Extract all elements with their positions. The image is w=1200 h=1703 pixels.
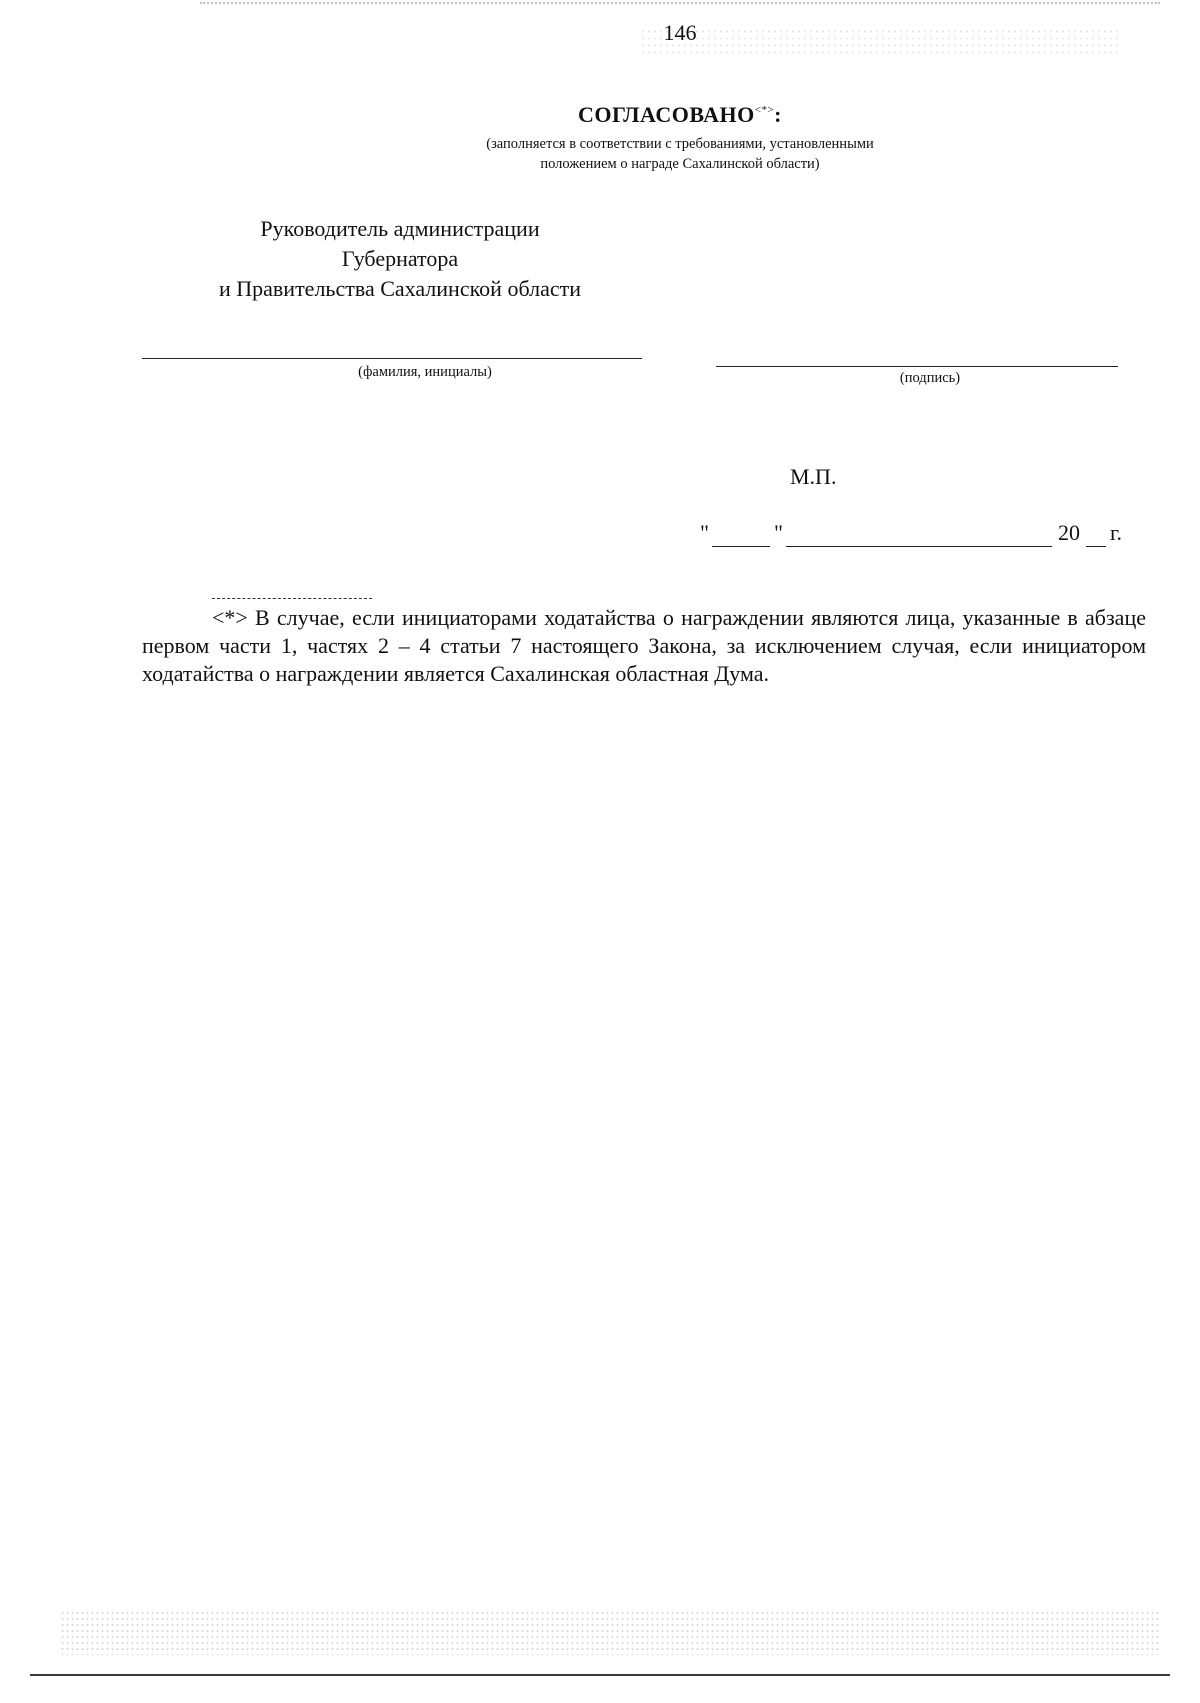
date-day-blank[interactable] (712, 546, 770, 547)
footnote-marker: <*> (754, 104, 775, 116)
organization-line-3: и Правительства Сахалинской области (218, 276, 581, 301)
heading-note (400, 134, 960, 174)
date-year-blank[interactable] (1086, 546, 1106, 547)
surname-caption: (фамилия, инициалы) (358, 364, 492, 380)
organization-line-1: Руководитель администрации (260, 216, 540, 241)
signature-field-line[interactable] (716, 366, 1118, 367)
date-field (700, 520, 1130, 552)
date-open-quote: " (700, 520, 709, 545)
scan-noise-bottom (60, 1610, 1160, 1655)
scan-bottom-edge (30, 1674, 1170, 1676)
surname-field-line[interactable] (142, 358, 642, 359)
organization-block (170, 214, 630, 304)
date-month-blank[interactable] (786, 546, 1052, 547)
stamp-place-label: М.П. (790, 464, 837, 489)
heading-colon: : (774, 102, 782, 127)
date-year-prefix: 20 (1058, 520, 1080, 545)
footnote-text: <*> В случае, если инициаторами ходатайства о награждении являются лица, указанные в абзаце первом части 1, частях 2 – 4 статьи 7 настоящего Закона, за исключением случая, если инициатором ходатайства о награждении является Сахалинская областная Дума. (142, 605, 1146, 686)
scan-noise-top (200, 2, 1160, 12)
approval-heading (400, 102, 960, 128)
heading-note-line-2: положением о награде Сахалинской области) (540, 156, 820, 172)
page-number: 146 (663, 20, 697, 45)
footnote-separator (212, 598, 372, 599)
date-year-suffix: г. (1110, 520, 1123, 545)
approval-title: СОГЛАСОВАНО (577, 102, 755, 127)
organization-line-2: Губернатора (341, 246, 459, 271)
date-close-quote: " (774, 520, 783, 545)
heading-note-line-1: (заполняется в соответствии с требованиями, установленными (486, 136, 874, 152)
signature-caption: (подпись) (899, 370, 961, 386)
